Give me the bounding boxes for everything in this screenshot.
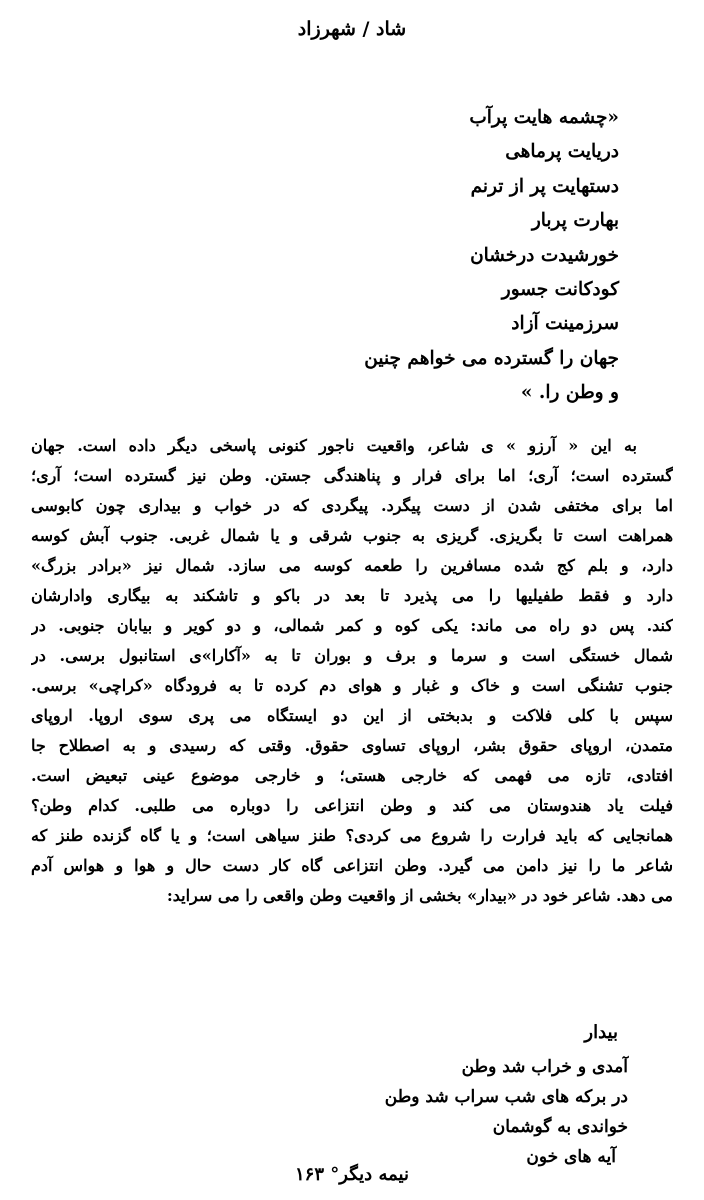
poem-title: بیدار bbox=[584, 1022, 618, 1043]
prose-line: دارد و فقط طفیلیها را می پذیرد تا بعد در باکو و تاشکند به بیگاری وادارشان bbox=[31, 586, 673, 605]
prose-line: جنوب تشنگی است و خاک و غبار و هوای دم کرده تا به فرودگاه «کراچی» برسی. bbox=[31, 676, 673, 695]
prose-line: اما برای مختفی شدن از دست پیگرد. پیگردی که در خواب و بیداری چون کابوسی bbox=[31, 496, 673, 515]
prose-line: فیلت یاد هندوستان می کند و وطن انتزاعی را دوباره می طلبی. کدام وطن؟ bbox=[31, 796, 673, 815]
prose-line: گسترده است؛ آری؛ اما برای فرار و پناهندگی جستن. وطن نیز گسترده است؛ آری؛ bbox=[31, 466, 673, 485]
poem-line: کودکانت جسور bbox=[501, 279, 619, 301]
running-header: شاد / شهرزاد bbox=[297, 18, 407, 40]
poem-line: دریایت پرماهی bbox=[505, 141, 619, 163]
prose-line: شمال خستگی است و سرما و برف و بوران تا به «آکارا»ی استانبول برسی. در bbox=[31, 646, 673, 665]
poem-line: خواندی به گوشمان bbox=[492, 1117, 628, 1137]
poem-line: دستهایت پر از ترنم bbox=[470, 175, 619, 197]
poem-line: «چشمه هایت پرآب bbox=[469, 107, 619, 128]
prose-line: کند. پس دو راه می ماند: یکی کوه و کمر شمالی، و دو کویر و بیابان جنوبی. در bbox=[31, 616, 673, 635]
prose-line: شاعر ما را نیز دامن می گیرد. وطن انتزاعی گاه کار دست حال و هوا و هواس آدم bbox=[31, 856, 673, 875]
poem-line: در برکه های شب سراب شد وطن bbox=[384, 1087, 628, 1107]
closing-poem bbox=[308, 1052, 628, 1172]
poem-line: آمدی و خراب شد وطن bbox=[461, 1057, 628, 1077]
prose-line: به این « آرزو » ی شاعر، واقعیت ناجور کنونی پاسخی دیگر داده است. جهان bbox=[31, 436, 637, 455]
prose-line: دارد، و بلم کج شده مسافرین را طعمه کوسه می سازد. شمال نیز «برادر بزرگ» bbox=[31, 556, 673, 575]
opening-poem bbox=[259, 101, 619, 411]
poem-line: آیه های خون bbox=[526, 1147, 616, 1167]
poem-line: جهان را گسترده می خواهم چنین bbox=[364, 347, 619, 369]
poem-line: بهارت پربار bbox=[531, 210, 619, 232]
prose-line: افتادی، تازه می فهمی که خارجی هستی؛ و خارجی موضوع عینی تبعیض است. bbox=[31, 766, 673, 785]
prose-line: همانجایی که باید فرارت را شروع می کردی؟ طنز سیاهی است؛ و یا گاه گزنده طنز که bbox=[31, 826, 673, 845]
prose-line: سپس با کلی فلاکت و بدبختی از این دو ایستگاه می پری سوی اروپا. اروپای bbox=[31, 706, 673, 725]
poem-line: خورشیدت درخشان bbox=[470, 244, 619, 266]
poem-line: سرزمینت آزاد bbox=[511, 313, 619, 335]
page-footer: نیمه دیگر° ۱۶۳ bbox=[295, 1164, 409, 1185]
poem-line: و وطن را. » bbox=[520, 382, 619, 404]
prose-line: می دهد. شاعر خود در «بیدار» بخشی از واقعیت وطن واقعی را می سراید: bbox=[166, 886, 673, 905]
prose-line: همراهت است تا بگریزی. گریزی به جنوب شرقی و یا شمال غربی. جنوب آبش کوسه bbox=[31, 526, 673, 545]
prose-line: متمدن، اروپای حقوق بشر، اروپای تساوی حقوق. وقتی که رسیدی و به اصطلاح جا bbox=[31, 736, 673, 755]
prose-paragraph bbox=[31, 431, 673, 911]
